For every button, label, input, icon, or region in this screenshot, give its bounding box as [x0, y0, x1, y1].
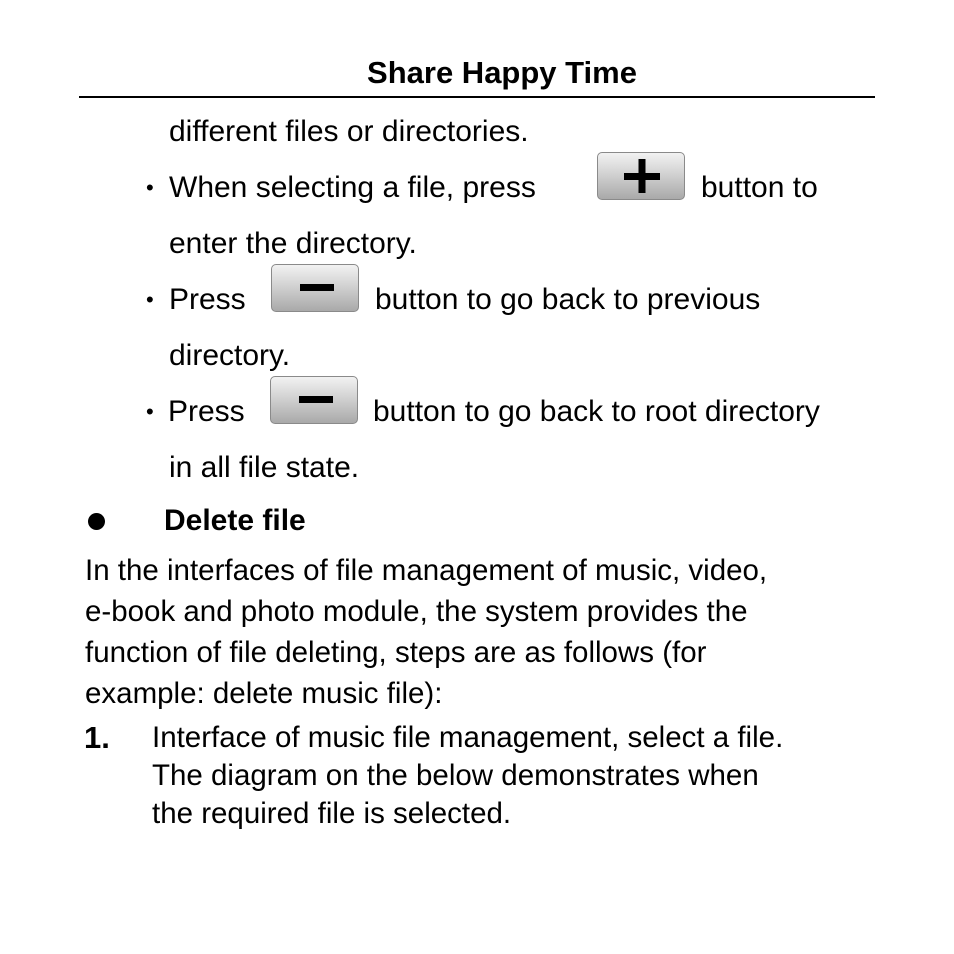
page-header-title: Share Happy Time — [367, 55, 637, 90]
step-line: the required file is selected. — [152, 797, 512, 830]
text-line: enter the directory. — [169, 227, 417, 260]
paragraph-line: In the interfaces of file management of music, video, — [85, 554, 768, 587]
text-line: Press — [168, 395, 245, 428]
plus-icon — [598, 153, 686, 201]
header-divider — [79, 96, 875, 98]
minus-button-image — [270, 376, 358, 424]
paragraph-line: e-book and photo module, the system provides the — [85, 595, 748, 628]
paragraph-line: function of file deleting, steps are as follows (for — [85, 636, 707, 669]
bullet-marker: • — [146, 175, 154, 200]
text-line: button to go back to previous — [375, 283, 761, 316]
section-heading: Delete file — [164, 504, 306, 537]
text-line: button to — [701, 171, 818, 204]
minus-button-image — [271, 264, 359, 312]
step-line: The diagram on the below demonstrates when — [152, 759, 759, 792]
minus-icon — [271, 377, 359, 425]
step-number: 1. — [84, 720, 110, 755]
text-line: directory. — [169, 339, 291, 372]
text-line: When selecting a file, press — [169, 171, 536, 204]
paragraph-line: example: delete music file): — [85, 677, 443, 710]
text-line: in all file state. — [169, 451, 360, 484]
minus-icon — [272, 265, 360, 313]
bullet-marker: • — [146, 287, 154, 312]
section-bullet-dot — [88, 513, 105, 530]
text-line: different files or directories. — [169, 115, 529, 148]
bullet-marker: • — [146, 399, 154, 424]
text-line: button to go back to root directory — [373, 395, 820, 428]
plus-button-image — [597, 152, 685, 200]
step-line: Interface of music file management, select a file. — [152, 721, 784, 754]
text-line: Press — [169, 283, 246, 316]
